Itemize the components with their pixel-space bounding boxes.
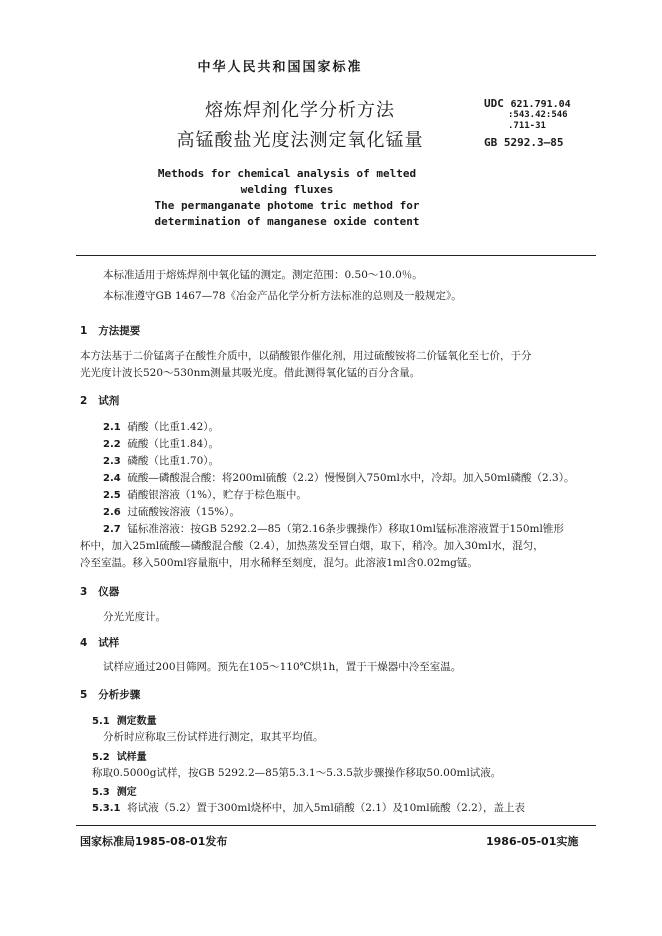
reagent-text: 硝酸（比重1.42）。 <box>127 421 220 433</box>
effective-date: 1986-05-01实施 <box>486 835 579 848</box>
reagent-2-7-line3: 冷至室温。移入500ml容量瓶中，用水稀释至刻度，混匀。此溶液1ml含0.02mg锰。 <box>80 557 478 569</box>
section-5-3-1-text: 将试液（5.2）置于300ml烧杯中，加入5ml硝酸（2.1）及10ml硫酸（2.2），盖上表 <box>127 802 526 814</box>
reagent-number: 2.5 <box>103 490 121 501</box>
title-en-line2: welding fluxes <box>240 183 334 196</box>
reagent-text: 磷酸（比重1.70）。 <box>127 455 220 467</box>
section-5-3-number: 5.3 <box>92 787 110 798</box>
section-5-heading <box>80 687 140 702</box>
section-5-3-1 <box>92 800 525 815</box>
reagent-number: 2.2 <box>103 439 121 450</box>
footer-divider <box>76 825 596 826</box>
section-5-2-heading <box>92 748 147 763</box>
section-5-2-title: 试样量 <box>116 752 147 763</box>
section-2-heading <box>80 393 119 408</box>
reagent-item <box>103 504 240 519</box>
section-1-text-line2: 光光度计波长520～530nm测量其吸光度。借此测得氧化锰的百分含量。 <box>80 367 421 379</box>
section-1-number: 1 <box>80 325 88 337</box>
section-5-3-heading <box>92 783 137 798</box>
section-5-3-title: 测定 <box>116 787 137 798</box>
reagent-2-7-line2: 杯中，加入25ml硫酸—磷酸混合酸（2.4），加热蒸发至冒白烟，取下，稍冷。加入30ml水，混匀， <box>80 540 544 552</box>
reagent-number: 2.4 <box>103 473 121 484</box>
title-en-line4: determination of manganese oxide content <box>154 215 420 228</box>
section-3-heading <box>80 584 119 599</box>
header-divider <box>76 255 596 256</box>
section-4-title: 试样 <box>98 637 120 649</box>
section-5-1-heading <box>92 712 157 727</box>
reagent-item <box>103 453 219 468</box>
reagent-item <box>103 521 564 536</box>
reagent-number: 2.1 <box>103 422 121 433</box>
section-5-number: 5 <box>80 689 88 701</box>
section-3-title: 仪器 <box>98 586 120 598</box>
reagent-text: 硝酸银溶液（1%），贮存于棕色瓶中。 <box>127 489 307 501</box>
section-1-title: 方法提要 <box>98 325 141 337</box>
section-5-2-number: 5.2 <box>92 752 110 763</box>
reagent-text: 锰标准溶液：按GB 5292.2—85（第2.16条步骤操作）移取10ml锰标准溶液置于150ml锥形 <box>127 523 564 535</box>
reagent-number: 2.6 <box>103 507 121 518</box>
section-2-number: 2 <box>80 395 88 407</box>
section-5-1-text: 分析时应称取三份试样进行测定，取其平均值。 <box>103 731 324 743</box>
udc-line2: :543.42:546 <box>508 110 568 120</box>
udc-line3: .711-31 <box>508 121 546 131</box>
section-4-heading <box>80 635 119 650</box>
section-4-number: 4 <box>80 637 88 649</box>
reagent-text: 硫酸（比重1.84）。 <box>127 438 220 450</box>
title-en-line3: The permanganate photome tric method for <box>154 199 420 212</box>
section-2-title: 试剂 <box>98 395 120 407</box>
reagent-item <box>103 487 307 502</box>
reagent-text: 硫酸—磷酸混合酸：将200ml硫酸（2.2）慢慢倒入750ml水中，冷却。加入50ml磷酸（2.3）。 <box>127 472 575 484</box>
section-5-1-number: 5.1 <box>92 716 110 727</box>
section-1-heading <box>80 323 140 338</box>
intro-line1: 本标准适用于熔炼焊剂中氧化锰的测定。测定范围：0.50～10.0％。 <box>103 269 423 281</box>
section-3-text: 分光光度计。 <box>103 611 166 623</box>
title-en-line1: Methods for chemical analysis of melted <box>157 167 417 180</box>
reagent-number: 2.3 <box>103 456 121 467</box>
section-5-title: 分析步骤 <box>98 689 141 701</box>
issued-date: 国家标准局1985-08-01发布 <box>80 835 228 848</box>
intro-line2: 本标准遵守GB 1467—78《冶金产品化学分析方法标准的总则及一般规定》。 <box>103 290 462 302</box>
section-1-text-line1: 本方法基于二价锰离子在酸性介质中，以硝酸银作催化剂，用过硫酸铵将二价锰氧化至七价，于分 <box>80 350 532 362</box>
gb-number: GB 5292.3—85 <box>484 136 564 149</box>
reagent-number: 2.7 <box>103 524 121 535</box>
section-3-number: 3 <box>80 586 88 598</box>
reagent-item <box>103 419 219 434</box>
reagent-item <box>103 436 219 451</box>
section-4-text: 试样应通过200目筛网。预先在105～110℃烘1h，置于干燥器中冷至室温。 <box>103 661 462 673</box>
udc-line1: 621.791.04 <box>510 99 571 110</box>
udc-prefix: UDC <box>484 97 504 110</box>
section-5-3-1-number: 5.3.1 <box>92 803 121 814</box>
section-5-1-title: 测定数量 <box>116 716 157 727</box>
national-standard-heading: 中华人民共和国国家标准 <box>197 60 363 75</box>
section-5-2-text: 称取0.5000g试样，按GB 5292.2—85第5.3.1～5.3.5款步骤操作移取50.00ml试液。 <box>92 767 502 779</box>
reagent-text: 过硫酸铵溶液（15%）。 <box>127 506 240 518</box>
udc-label <box>484 97 571 110</box>
title-cn-line1: 熔炼焊剂化学分析方法 <box>205 100 395 121</box>
reagent-item <box>103 470 574 485</box>
title-cn-line2: 高锰酸盐光度法测定氧化锰量 <box>176 130 424 151</box>
